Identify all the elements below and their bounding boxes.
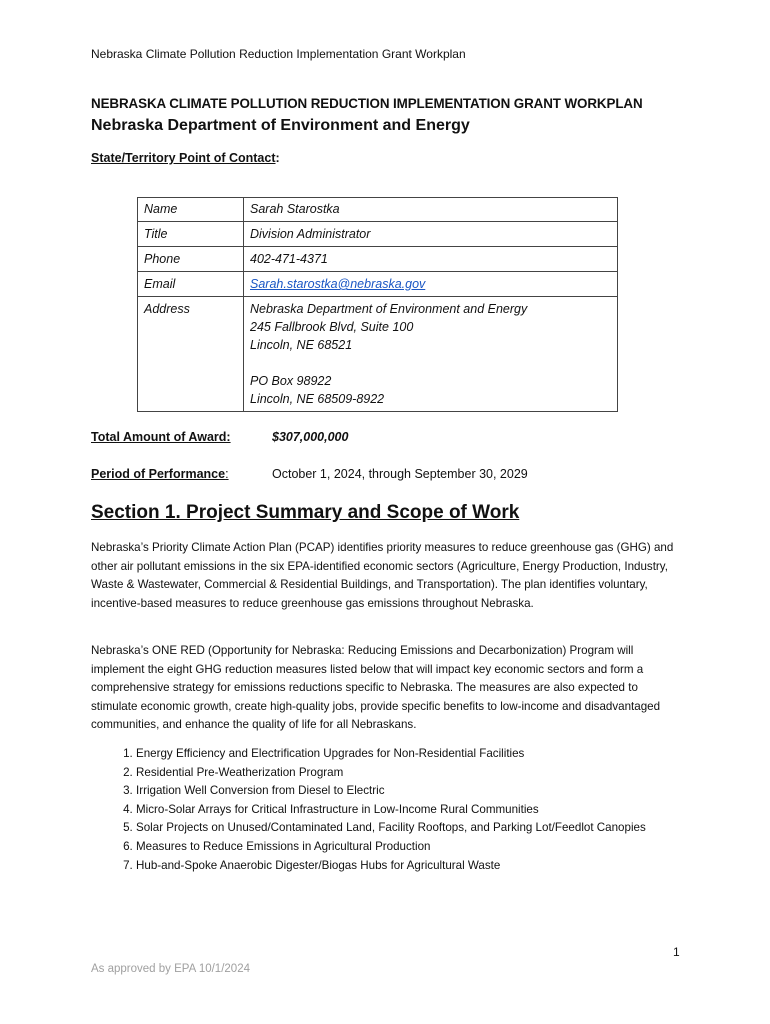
contact-row-title (138, 222, 618, 247)
email-link[interactable]: Sarah.starostka@nebraska.gov (250, 277, 426, 291)
contact-key: Name (138, 198, 244, 222)
running-header: Nebraska Climate Pollution Reduction Implementation Grant Workplan (91, 47, 466, 61)
list-item: 3. Irrigation Well Conversion from Diesel to Electric (136, 782, 696, 801)
department-name: Nebraska Department of Environment and Energy (91, 117, 470, 134)
paragraph: Nebraska’s ONE RED (Opportunity for Nebraska: Reducing Emissions and Decarbonization) Program will implement the eight GHG reduction measures listed below that will impact key economic sectors and form a comprehensive strategy for emissions reductions specific to Nebraska. The measures are also expected to stimulate economic growth, create high-quality jobs, provide specific benefits to low-income and disadvantaged communities, and enhance the quality of life for all Nebraskans. (91, 644, 661, 731)
approval-footer: As approved by EPA 10/1/2024 (91, 963, 250, 975)
award-value: $307,000,000 (272, 430, 349, 444)
poc-label-text: State/Territory Point of Contact (91, 151, 276, 165)
period-label-colon: : (225, 467, 229, 481)
paragraph: Nebraska’s Priority Climate Action Plan (PCAP) identifies priority measures to reduce greenhouse gas (GHG) and other air pollutant emissions in the six EPA-identified economic sectors (Agriculture, Energy Production, Industry, Waste & Wastewater, Commercial & Residential Buildings, and Transportation). The plan identifies voluntary, incentive-based measures to reduce greenhouse gas emissions throughout Nebraska. (91, 541, 674, 610)
contact-value (244, 297, 618, 412)
contact-table (137, 197, 618, 412)
contact-value (244, 272, 618, 297)
document-title: NEBRASKA CLIMATE POLLUTION REDUCTION IMPLEMENTATION GRANT WORKPLAN (91, 96, 643, 111)
page-number: 1 (673, 945, 680, 959)
award-label: Total Amount of Award: (91, 430, 231, 444)
contact-row-name (138, 198, 618, 222)
list-item: 1. Energy Efficiency and Electrification Upgrades for Non-Residential Facilities (136, 745, 696, 764)
list-item: 2. Residential Pre-Weatherization Program (136, 764, 696, 783)
contact-value: Division Administrator (250, 227, 371, 241)
contact-row-phone (138, 247, 618, 272)
period-value: October 1, 2024, through September 30, 2029 (272, 467, 528, 481)
address-line: Lincoln, NE 68521 (250, 338, 353, 352)
contact-row-email (138, 272, 618, 297)
list-item: 7. Hub-and-Spoke Anaerobic Digester/Biogas Hubs for Agricultural Waste (136, 857, 696, 876)
contact-key: Phone (138, 247, 244, 272)
poc-label-colon: : (275, 151, 280, 165)
contact-key: Email (138, 272, 244, 297)
contact-key: Title (138, 222, 244, 247)
address-spacer (250, 354, 611, 372)
period-label-text: Period of Performance (91, 467, 226, 481)
list-item: 4. Micro-Solar Arrays for Critical Infrastructure in Low-Income Rural Communities (136, 801, 696, 820)
list-item: 5. Solar Projects on Unused/Contaminated Land, Facility Rooftops, and Parking Lot/Feedlot Canopies (136, 819, 696, 838)
section-heading: Section 1. Project Summary and Scope of Work (91, 502, 520, 523)
list-item: 6. Measures to Reduce Emissions in Agricultural Production (136, 838, 696, 857)
address-line: Lincoln, NE 68509-8922 (250, 392, 385, 406)
contact-key: Address (138, 297, 244, 412)
address-line: Nebraska Department of Environment and Energy (250, 302, 528, 316)
period-label (91, 467, 229, 481)
contact-value: Sarah Starostka (250, 202, 340, 216)
address-line: PO Box 98922 (250, 374, 332, 388)
address-line: 245 Fallbrook Blvd, Suite 100 (250, 320, 414, 334)
contact-row-address (138, 297, 618, 412)
contact-value: 402-471-4371 (250, 252, 328, 266)
measures-list (91, 745, 696, 875)
point-of-contact-label (91, 151, 280, 165)
